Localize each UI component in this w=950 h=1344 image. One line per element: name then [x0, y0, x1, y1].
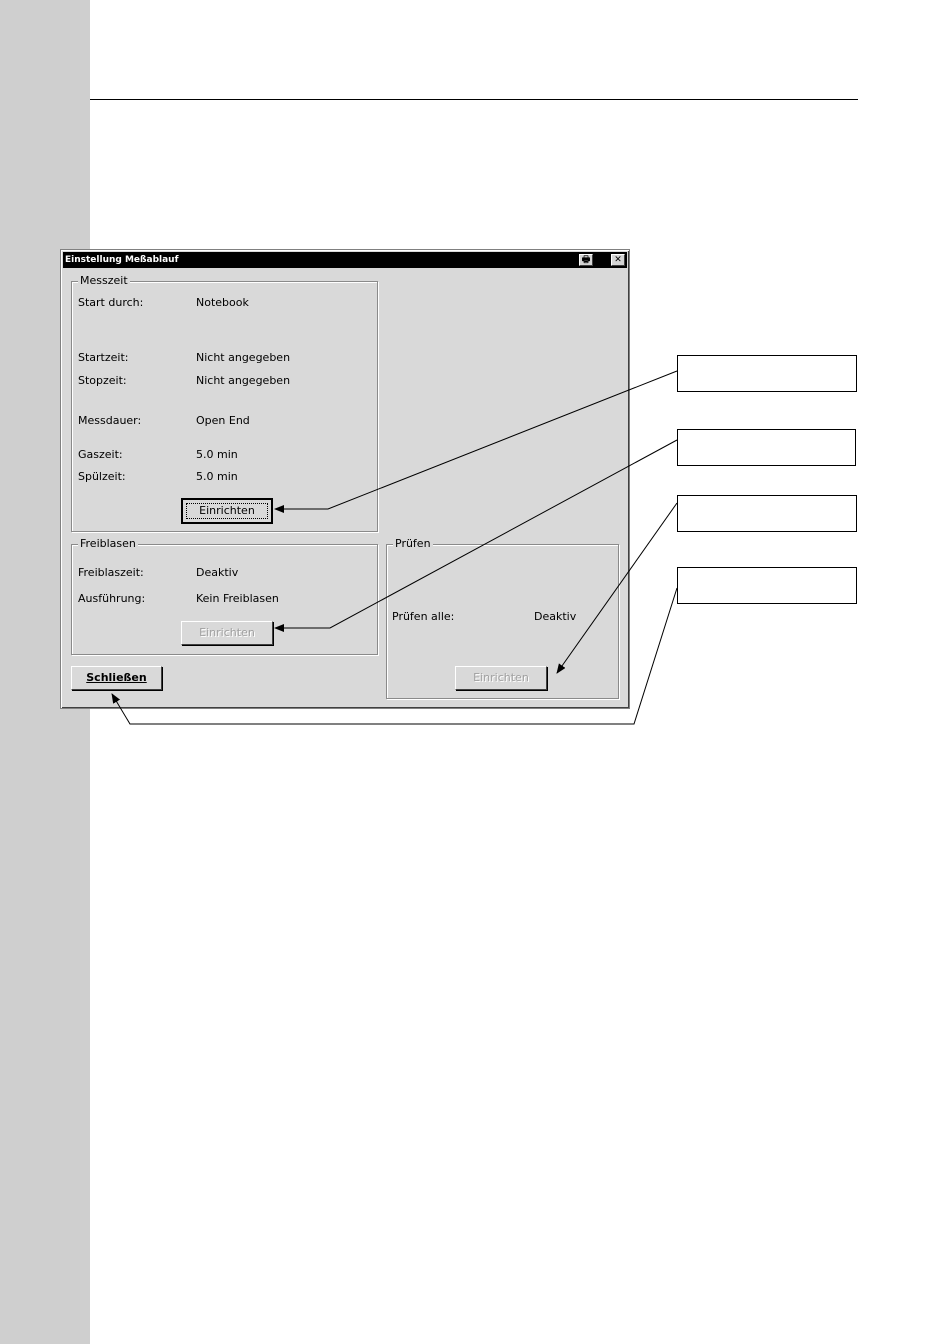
freiblaszeit-label: Freiblaszeit:: [78, 566, 144, 579]
pruefen-alle-label: Prüfen alle:: [392, 610, 455, 623]
start-durch-label: Start durch:: [78, 296, 144, 309]
callout-line-4: [112, 588, 677, 724]
startzeit-label: Startzeit:: [78, 351, 129, 364]
ausfuehrung-value: Kein Freiblasen: [196, 592, 279, 605]
spuelzeit-value: 5.0 min: [196, 470, 238, 483]
spuelzeit-label: Spülzeit:: [78, 470, 126, 483]
callout-line-3: [557, 503, 677, 673]
group-messzeit-legend: Messzeit: [80, 274, 128, 287]
close-button-label: Schließen: [86, 671, 147, 684]
gaszeit-label: Gaszeit:: [78, 448, 123, 461]
callout-line-2: [275, 440, 677, 628]
start-durch-value: Notebook: [196, 296, 249, 309]
stopzeit-value: Nicht angegeben: [196, 374, 291, 387]
messzeit-einrichten-label: Einrichten: [199, 504, 255, 517]
ausfuehrung-label: Ausführung:: [78, 592, 146, 605]
freiblaszeit-value: Deaktiv: [196, 566, 239, 579]
group-freiblasen-legend: Freiblasen: [80, 537, 136, 550]
group-pruefen-legend: Prüfen: [395, 537, 431, 550]
messdauer-value: Open End: [196, 414, 250, 427]
window-title: Einstellung Meßablauf: [65, 255, 179, 265]
messdauer-label: Messdauer:: [78, 414, 142, 427]
print-icon[interactable]: 🖶: [579, 254, 593, 266]
gaszeit-value: 5.0 min: [196, 448, 238, 461]
stopzeit-label: Stopzeit:: [78, 374, 127, 387]
pruefen-alle-value: Deaktiv: [534, 610, 577, 623]
callout-line-1: [275, 371, 677, 509]
close-icon[interactable]: ✕: [611, 254, 625, 266]
startzeit-value: Nicht angegeben: [196, 351, 291, 364]
freiblasen-einrichten-label: Einrichten: [199, 626, 255, 639]
pruefen-einrichten-label: Einrichten: [473, 671, 529, 684]
